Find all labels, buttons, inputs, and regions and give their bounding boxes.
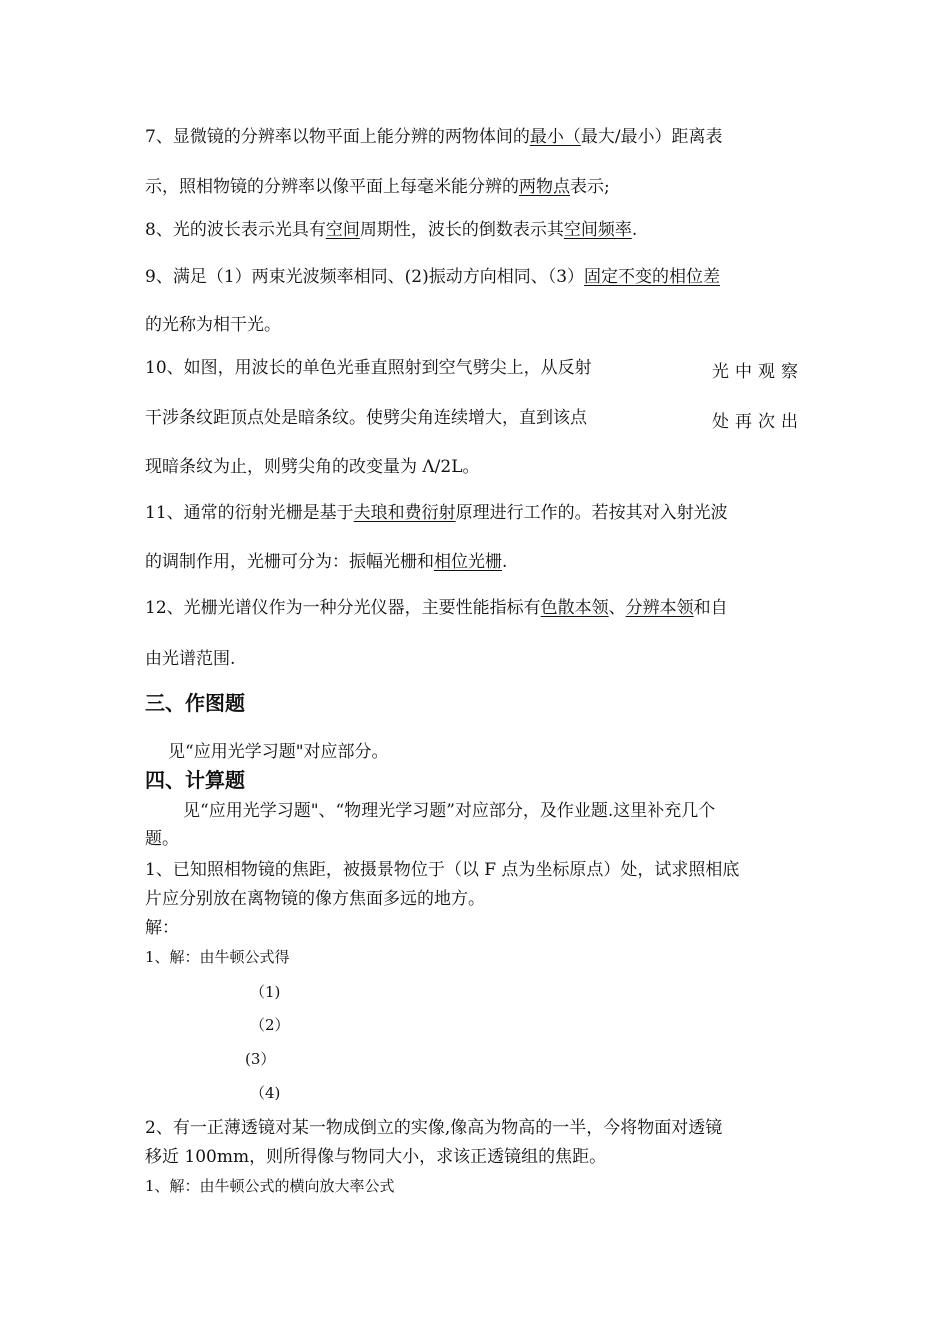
q7-text-b: 最大/最小）距离表 — [580, 127, 723, 147]
problem2-line1: 2、有一正薄透镜对某一物成倒立的实像,像高为物高的一半，今将物面对透镜 — [145, 1118, 723, 1138]
problem1-line1: 1、已知照相物镜的焦距，被摄景物位于（以 F 点为坐标原点）处，试求照相底 — [145, 860, 740, 880]
q9-line2: 的光称为相干光。 — [145, 315, 281, 335]
q9-answer: 固定不变的相位差 — [584, 267, 721, 287]
section4-heading: 四、计算题 — [145, 768, 245, 792]
q12-text-a: 12、光栅光谱仪作为一种分光仪器，主要性能指标有 — [145, 598, 541, 618]
equation-1-label: （1) — [250, 983, 281, 1001]
q9-line1 — [145, 266, 720, 288]
q12-line1 — [145, 597, 728, 619]
section4-intro-line2: 题。 — [145, 829, 179, 849]
q11-text-a: 11、通常的衍射光栅是基于 — [145, 503, 354, 523]
problem2-line2: 移近 100mm，则所得像与物同大小，求该正透镜组的焦距。 — [145, 1147, 607, 1167]
q8-text-a: 8、光的波长表示光具有 — [145, 220, 326, 240]
q7-text-a: 7、显微镜的分辨率以物平面上能分辨的两物体间的 — [145, 127, 530, 147]
q8-line — [145, 219, 637, 241]
problem1-jie: 解： — [145, 918, 179, 938]
problem1-solution: 1、解：由牛顿公式得 — [145, 948, 290, 966]
q7-answer-2: 两物点 — [519, 177, 570, 197]
q12-text-b: 和自 — [693, 598, 728, 618]
q12-answer-2: 分辨本领 — [625, 598, 694, 618]
problem1-line2: 片应分别放在离物镜的像方焦面多远的地方。 — [145, 889, 485, 909]
q8-answer-1: 空间 — [325, 220, 360, 240]
q11-line1 — [145, 502, 728, 524]
section3-heading: 三、作图题 — [145, 691, 245, 715]
equation-4-label: （4) — [250, 1084, 281, 1102]
problem2-solution: 1、解：由牛顿公式的横向放大率公式 — [145, 1177, 395, 1195]
q8-text-c: . — [631, 220, 638, 240]
q12-sep: 、 — [608, 598, 626, 618]
q11-line2 — [145, 551, 507, 573]
q10-line1-right: 光中观察 — [712, 362, 804, 382]
q11-text-c: 的调制作用，光栅可分为：振幅光栅和 — [145, 552, 434, 572]
section3-text: 见“应用光学习题"对应部分。 — [168, 742, 389, 762]
q11-answer-1: 夫琅和费衍射 — [353, 503, 456, 523]
q10-line2: 干涉条纹距顶点处是暗条纹。使劈尖角连续增大，直到该点 — [145, 408, 587, 428]
q7-line2 — [145, 176, 610, 198]
q12-answer-1: 色散本领 — [540, 598, 609, 618]
q9-text-a: 9、满足（1）两束光波频率相同、(2)振动方向相同、（3） — [145, 267, 585, 287]
q7-text-d: 表示; — [570, 177, 610, 197]
q12-line2: 由光谱范围. — [145, 649, 236, 669]
q11-text-d: . — [502, 552, 508, 572]
q7-line1 — [145, 126, 723, 148]
equation-3-label: (3） — [245, 1050, 276, 1068]
q11-answer-2: 相位光栅 — [434, 552, 502, 572]
q7-text-c: 示，照相物镜的分辨率以像平面上每毫米能分辨的 — [145, 177, 519, 197]
q10-line1: 10、如图，用波长的单色光垂直照射到空气劈尖上，从反射 — [145, 358, 592, 378]
q8-text-b: 周期性，波长的倒数表示其 — [359, 220, 564, 240]
equation-2-label: （2） — [250, 1016, 290, 1034]
q7-answer-1: 最小（ — [529, 127, 581, 147]
q10-line2-right: 处再次出 — [712, 412, 804, 432]
section4-intro-line1: 见“应用光学习题"、“物理光学习题”对应部分，及作业题.这里补充几个 — [183, 801, 716, 821]
q11-text-b: 原理进行工作的。若按其对入射光波 — [455, 503, 728, 523]
q10-line3: 现暗条纹为止，则劈尖角的改变量为 Λ/2L。 — [145, 457, 480, 477]
q8-answer-2: 空间频率 — [563, 220, 632, 240]
